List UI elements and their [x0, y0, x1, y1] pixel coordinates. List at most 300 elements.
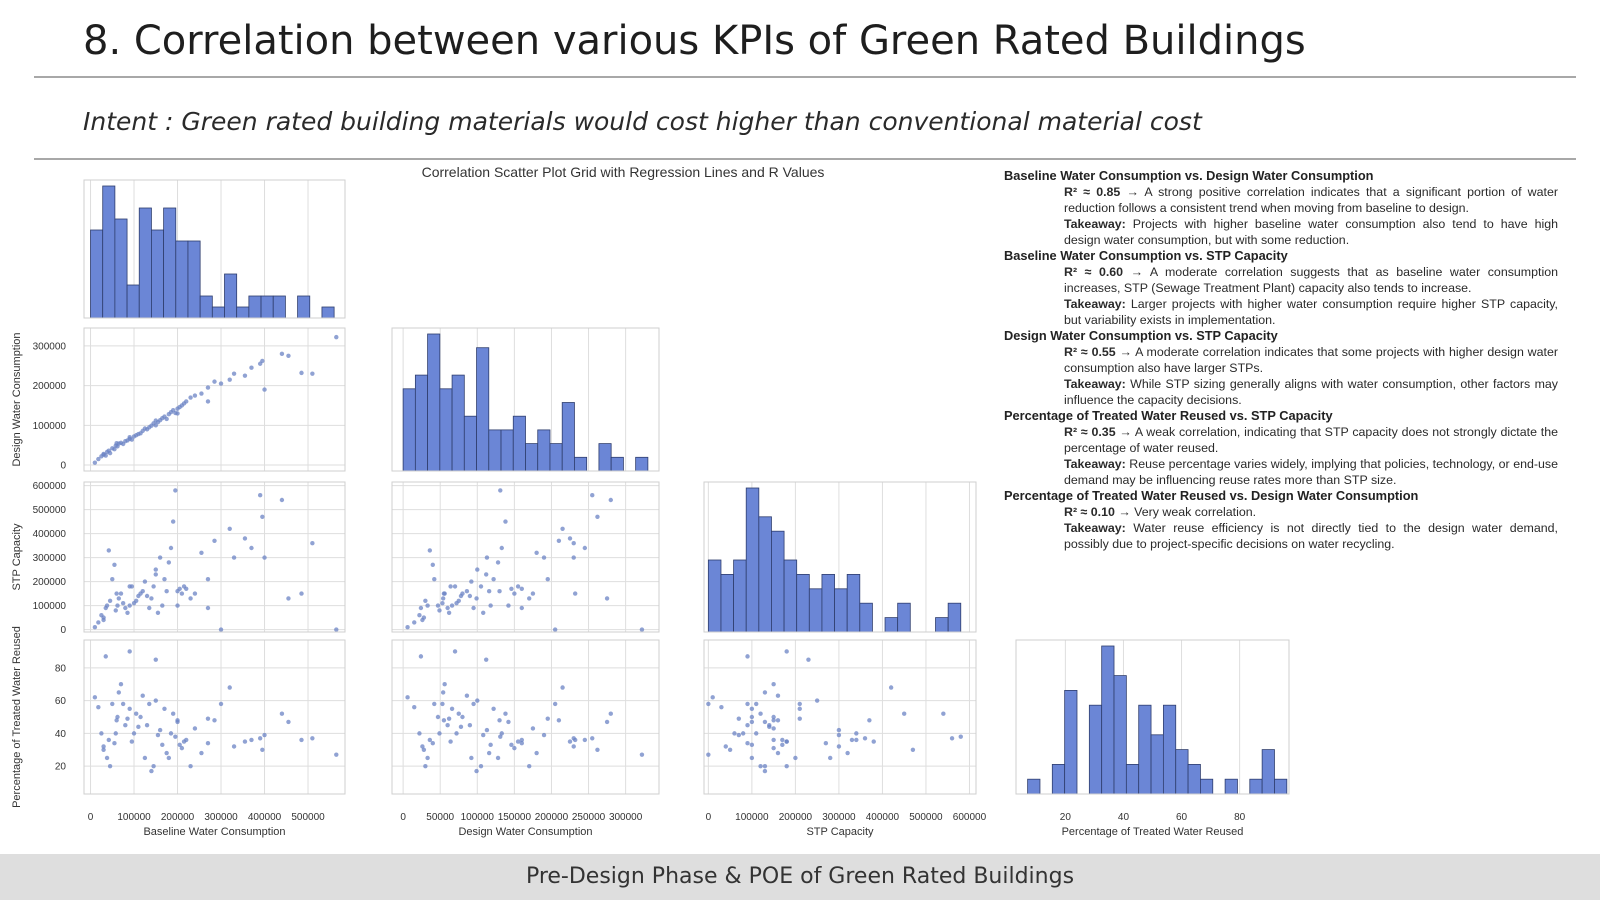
scatter-point: [854, 731, 858, 735]
x-tick-label: 20: [1059, 812, 1071, 823]
scatter-point: [527, 764, 531, 768]
scatter-point: [531, 591, 535, 595]
scatter-point: [143, 579, 147, 583]
scatter-point: [776, 694, 780, 698]
scatter-point: [572, 555, 576, 559]
histogram-bar: [1139, 705, 1151, 794]
histogram-bar: [164, 208, 176, 318]
scatter-point: [127, 584, 131, 588]
histogram-bar: [1274, 779, 1286, 794]
x-tick-label: 200000: [160, 812, 195, 823]
scatter-point: [141, 694, 145, 698]
scatter-point: [423, 599, 427, 603]
scatter-point: [484, 572, 488, 576]
scatter-point: [471, 606, 475, 610]
histogram-bar: [636, 457, 648, 471]
scatter-point: [771, 726, 775, 730]
scatter-point: [572, 744, 576, 748]
scatter-point: [260, 515, 264, 519]
scatter-point: [503, 519, 507, 523]
scatter-point: [164, 751, 168, 755]
scatter-point: [546, 716, 550, 720]
histogram-bar: [1126, 764, 1138, 794]
cell-design-vs-design: [392, 328, 659, 471]
y-tick-label: 600000: [32, 481, 66, 493]
scatter-point: [784, 764, 788, 768]
scatter-point: [605, 720, 609, 724]
scatter-point: [108, 764, 112, 768]
histogram-bar: [599, 444, 611, 471]
scatter-point: [134, 599, 138, 603]
scatter-point: [96, 620, 100, 624]
scatter-point: [609, 712, 613, 716]
scatter-point: [262, 733, 266, 737]
histogram-bar: [322, 307, 334, 318]
scatter-point: [484, 657, 488, 661]
scatter-point: [828, 756, 832, 760]
scatter-point: [911, 748, 915, 752]
scatter-point: [93, 695, 97, 699]
note-r2: R² ≈ 0.35 → A weak correlation, indicating that STP capacity does not strongly dictate the percentage of water reused.: [1064, 425, 1558, 455]
scatter-point: [784, 649, 788, 653]
scatter-point: [724, 744, 728, 748]
y-axis-label: Design Water Consumption: [11, 332, 23, 467]
scatter-point: [249, 738, 253, 742]
cell-reuse-vs-stp: [704, 640, 976, 794]
cell-baseline-vs-baseline: [84, 180, 345, 318]
scatter-point: [286, 596, 290, 600]
scatter-point: [188, 596, 192, 600]
histogram-bar: [501, 430, 513, 471]
cell-reuse-vs-reuse: [1016, 640, 1289, 794]
x-tick-label: 200000: [778, 812, 813, 823]
scatter-point: [863, 736, 867, 740]
x-tick-label: 600000: [952, 812, 987, 823]
scatter-point: [560, 527, 564, 531]
scatter-point: [151, 764, 155, 768]
scatter-point: [496, 560, 500, 564]
scatter-point: [763, 720, 767, 724]
histogram-bar: [809, 589, 822, 632]
scatter-point: [442, 682, 446, 686]
x-tick-label: 150000: [497, 812, 532, 823]
scatter-point: [475, 698, 479, 702]
scatter-point: [512, 746, 516, 750]
scatter-point: [262, 555, 266, 559]
histogram-bar: [526, 444, 538, 471]
scatter-point: [149, 769, 153, 773]
scatter-point: [793, 756, 797, 760]
scatter-point: [572, 541, 576, 545]
scatter-point: [154, 657, 158, 661]
scatter-point: [442, 591, 446, 595]
scatter-point: [249, 366, 253, 370]
note-r2: R² ≈ 0.60 → A moderate correlation suggests that as baseline water consumption increases, STP (Sewage Treatment Plant) capacity also tends to increase.: [1064, 265, 1558, 295]
histogram-bar: [847, 574, 860, 632]
scatter-point: [232, 744, 236, 748]
histogram-bar: [538, 430, 550, 471]
intent-statement: Intent : Green rated building materials would cost higher than conventional material cost: [83, 107, 1202, 136]
scatter-point: [509, 743, 513, 747]
scatter-point: [440, 702, 444, 706]
scatter-point: [479, 764, 483, 768]
scatter-point: [737, 716, 741, 720]
scatter-point: [465, 694, 469, 698]
histogram-bar: [91, 230, 103, 318]
scatter-point: [101, 744, 105, 748]
scatter-point: [441, 690, 445, 694]
scatter-point: [557, 718, 561, 722]
scatter-point: [134, 712, 138, 716]
scatter-point: [798, 707, 802, 711]
scatter-point: [258, 493, 262, 497]
scatter-point: [500, 546, 504, 550]
histogram-bar: [948, 603, 961, 632]
scatter-point: [193, 393, 197, 397]
histogram-bar: [188, 241, 200, 318]
scatter-point: [206, 399, 210, 403]
scatter-point: [431, 741, 435, 745]
scatter-point: [950, 736, 954, 740]
x-tick-label: 500000: [909, 812, 943, 823]
scatter-point: [114, 731, 118, 735]
histogram-bar: [200, 296, 212, 318]
scatter-point: [854, 738, 858, 742]
scatter-point: [445, 723, 449, 727]
scatter-point: [471, 702, 475, 706]
scatter-point: [143, 756, 147, 760]
histogram-bar: [936, 618, 949, 632]
scatter-point: [101, 618, 105, 622]
scatter-point: [171, 712, 175, 716]
histogram-bar: [477, 348, 489, 471]
note-baseline-vs-stp: [1004, 248, 1558, 328]
scatter-point: [199, 551, 203, 555]
note-heading: Percentage of Treated Water Reused vs. Design Water Consumption: [1004, 488, 1419, 503]
scatter-point: [479, 584, 483, 588]
scatter-point: [127, 435, 131, 439]
cell-frame: [84, 482, 345, 632]
scatter-point: [130, 739, 134, 743]
scatter-point: [784, 739, 788, 743]
histogram-bar: [1052, 764, 1064, 794]
x-tick-label: 500000: [291, 812, 325, 823]
scatter-point: [243, 373, 247, 377]
footer-text: Pre-Design Phase & POE of Green Rated Buildings: [525, 864, 1075, 889]
scatter-point: [154, 418, 158, 422]
histogram-bar: [237, 307, 249, 318]
scatter-point: [173, 734, 177, 738]
scatter-point: [706, 752, 710, 756]
scatter-point: [212, 379, 216, 383]
scatter-point: [110, 702, 114, 706]
scatter-point: [520, 606, 524, 610]
scatter-point: [206, 606, 210, 610]
scatter-point: [771, 738, 775, 742]
scatter-point: [750, 715, 754, 719]
scatter-point: [123, 723, 127, 727]
scatter-point: [590, 736, 594, 740]
scatter-point: [758, 712, 762, 716]
x-tick-label: 400000: [247, 812, 282, 823]
title-divider: [34, 76, 1576, 78]
histogram-bar: [885, 618, 898, 632]
scatter-point: [112, 741, 116, 745]
scatter-point: [149, 596, 153, 600]
scatter-point: [609, 498, 613, 502]
scatter-point: [138, 715, 142, 719]
scatter-point: [460, 591, 464, 595]
scatter-point: [188, 395, 192, 399]
note-heading: Percentage of Treated Water Reused vs. STP Capacity: [1004, 408, 1333, 423]
y-tick-label: 300000: [32, 341, 66, 353]
scatter-point: [104, 654, 108, 658]
scatter-point: [310, 736, 314, 740]
scatter-point: [112, 563, 116, 567]
x-tick-label: 50000: [426, 812, 455, 823]
scatter-point: [497, 718, 501, 722]
scatter-point: [469, 579, 473, 583]
scatter-point: [145, 594, 149, 598]
scatter-point: [557, 539, 561, 543]
scatter-point: [280, 712, 284, 716]
x-tick-label: 100000: [460, 812, 494, 823]
x-tick-label: 300000: [822, 812, 856, 823]
scatter-point: [425, 756, 429, 760]
histogram-bar: [734, 560, 747, 632]
scatter-point: [728, 748, 732, 752]
scatter-point: [453, 584, 457, 588]
note-takeaway: Takeaway: Reuse percentage varies widely, implying that policies, technology, or end-use demand may be influencing reuse rates more than STP size.: [1064, 457, 1558, 487]
scatter-point: [520, 741, 524, 745]
y-tick-label: 400000: [32, 529, 66, 541]
scatter-point: [125, 716, 129, 720]
scatter-point: [732, 731, 736, 735]
y-tick-label: 0: [60, 460, 66, 472]
scatter-point: [447, 716, 451, 720]
scatter-point: [199, 751, 203, 755]
scatter-point: [568, 536, 572, 540]
scatter-point: [249, 546, 253, 550]
scatter-point: [299, 371, 303, 375]
scatter-point: [154, 572, 158, 576]
scatter-point: [286, 354, 290, 358]
scatter-point: [465, 589, 469, 593]
histogram-bar: [1262, 750, 1274, 794]
scatter-point: [583, 546, 587, 550]
scatter-point: [175, 411, 179, 415]
scatter-point: [169, 731, 173, 735]
scatter-point: [583, 738, 587, 742]
scatter-point: [107, 548, 111, 552]
x-tick-label: 0: [87, 812, 94, 823]
scatter-point: [516, 584, 520, 588]
y-tick-label: 300000: [32, 553, 66, 565]
scatter-point: [457, 712, 461, 716]
histogram-bar: [1250, 779, 1262, 794]
x-tick-label: 300000: [204, 812, 238, 823]
scatter-point: [121, 601, 125, 605]
histogram-bar: [822, 574, 835, 632]
scatter-point: [105, 756, 109, 760]
scatter-point: [512, 591, 516, 595]
scatter-point: [469, 756, 473, 760]
scatter-point: [763, 769, 767, 773]
scatter-point: [262, 387, 266, 391]
scatter-point: [108, 599, 112, 603]
scatter-point: [180, 746, 184, 750]
scatter-point: [280, 498, 284, 502]
scatter-point: [491, 707, 495, 711]
scatter-point: [184, 738, 188, 742]
correlation-notes: [1004, 168, 1558, 552]
scatter-point: [127, 649, 131, 653]
scatter-point: [763, 764, 767, 768]
scatter-point: [436, 603, 440, 607]
scatter-point: [206, 385, 210, 389]
scatter-point: [425, 603, 429, 607]
scatter-point: [448, 739, 452, 743]
scatter-point: [212, 718, 216, 722]
histogram-bar: [1200, 779, 1212, 794]
scatter-point: [206, 577, 210, 581]
histogram-bar: [1065, 690, 1077, 794]
scatter-point: [595, 748, 599, 752]
scatter-point: [212, 539, 216, 543]
scatter-point: [96, 705, 100, 709]
histogram-bar: [550, 444, 562, 471]
scatter-point: [485, 555, 489, 559]
scatter-point: [706, 702, 710, 706]
x-tick-label: 300000: [608, 812, 643, 823]
scatter-point: [605, 596, 609, 600]
scatter-point: [527, 596, 531, 600]
scatter-point: [280, 352, 284, 356]
scatter-point: [487, 589, 491, 593]
y-axis-label: STP Capacity: [11, 523, 23, 591]
scatter-point: [531, 726, 535, 730]
note-r2: R² ≈ 0.10 → Very weak correlation.: [1064, 505, 1257, 519]
scatter-point: [553, 627, 557, 631]
histogram-bar: [746, 488, 759, 632]
histogram-bar: [1188, 764, 1200, 794]
cell-frame: [84, 640, 345, 794]
scatter-point: [93, 460, 97, 464]
scatter-point: [180, 591, 184, 595]
histogram-bar: [797, 574, 810, 632]
scatter-point: [334, 627, 338, 631]
scatter-point: [491, 577, 495, 581]
scatter-point: [184, 587, 188, 591]
scatter-point: [334, 335, 338, 339]
scatter-point: [232, 371, 236, 375]
scatter-point: [837, 744, 841, 748]
histogram-bar: [771, 531, 784, 632]
scatter-point: [719, 705, 723, 709]
cell-reuse-vs-design: [392, 640, 659, 794]
scatter-point: [160, 743, 164, 747]
scatter-point: [460, 715, 464, 719]
scatter-point: [872, 739, 876, 743]
scatter-point: [776, 718, 780, 722]
scatter-point: [741, 731, 745, 735]
scatter-point: [590, 493, 594, 497]
scatter-point: [405, 625, 409, 629]
note-heading: Baseline Water Consumption vs. STP Capacity: [1004, 248, 1288, 263]
scatter-point: [164, 589, 168, 593]
scatter-point: [228, 377, 232, 381]
scatter-point: [258, 736, 262, 740]
scatter-point: [806, 657, 810, 661]
scatter-point: [108, 451, 112, 455]
histogram-bar: [574, 457, 586, 471]
scatter-point: [127, 603, 131, 607]
scatter-point: [243, 536, 247, 540]
scatter-point: [175, 589, 179, 593]
scatter-point: [754, 702, 758, 706]
note-takeaway: Takeaway: While STP sizing generally aligns with water consumption, other factors may influence the capacity decisions.: [1064, 377, 1558, 407]
histogram-bar: [115, 219, 127, 318]
scatter-point: [154, 567, 158, 571]
note-heading: Design Water Consumption vs. STP Capacity: [1004, 328, 1278, 343]
scatter-point: [121, 702, 125, 706]
scatter-point: [125, 611, 129, 615]
note-heading: Baseline Water Consumption vs. Design Water Consumption: [1004, 168, 1374, 183]
cell-design-vs-baseline: [84, 328, 345, 471]
histogram-bar: [127, 285, 139, 318]
scatter-point: [299, 591, 303, 595]
histogram-bar: [139, 208, 151, 318]
scatter-point: [506, 603, 510, 607]
scatter-point: [260, 748, 264, 752]
cell-frame: [704, 640, 976, 794]
scatter-point: [114, 718, 118, 722]
x-tick-label: 40: [1117, 812, 1130, 823]
scatter-point: [798, 702, 802, 706]
scatter-point: [750, 720, 754, 724]
scatter-point: [147, 702, 151, 706]
scatter-point: [815, 698, 819, 702]
scatter-point: [454, 731, 458, 735]
scatter-point: [488, 743, 492, 747]
scatter-point: [219, 381, 223, 385]
histogram-bar: [261, 296, 273, 318]
scatter-point: [941, 712, 945, 716]
scatter-point: [450, 603, 454, 607]
scatter-point: [432, 702, 436, 706]
note-r2: R² ≈ 0.85 → A strong positive correlation indicates that a significant portion of water reduction follows a consistent trend when moving from baseline to design.: [1064, 185, 1558, 215]
x-tick-label: 0: [400, 812, 406, 823]
scatter-point: [420, 744, 424, 748]
scatter-point: [437, 731, 441, 735]
scatter-point: [488, 603, 492, 607]
histogram-bar: [464, 416, 476, 471]
scatter-point: [475, 567, 479, 571]
scatter-point: [560, 685, 564, 689]
histogram-bar: [176, 241, 188, 318]
scatter-point: [553, 702, 557, 706]
scatter-point: [206, 716, 210, 720]
scatter-point: [771, 682, 775, 686]
scatter-point: [193, 591, 197, 595]
scatter-point: [154, 698, 158, 702]
scatter-point: [110, 577, 114, 581]
scatter-point: [119, 682, 123, 686]
scatter-point: [776, 751, 780, 755]
scatter-point: [568, 739, 572, 743]
x-tick-label: 80: [1234, 812, 1246, 823]
histogram-bar: [452, 375, 464, 471]
